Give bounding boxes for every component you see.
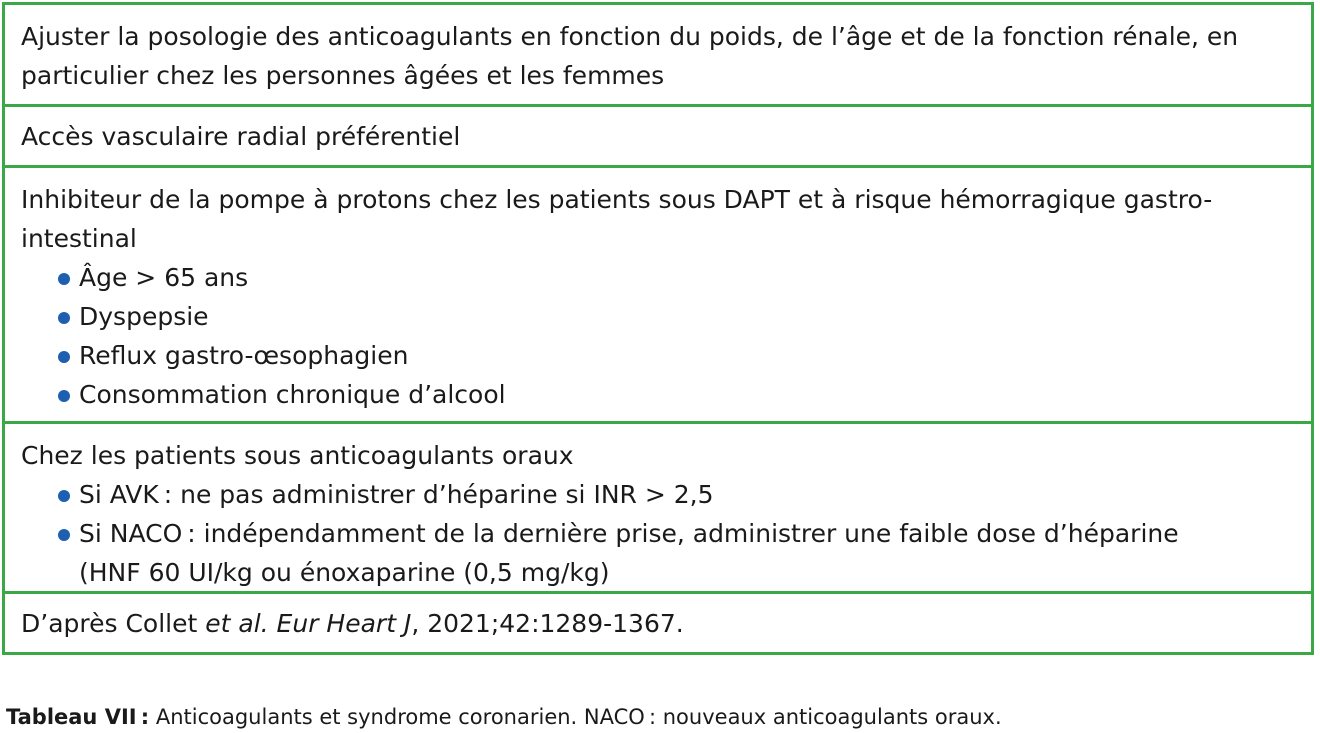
reference-pre: D’après Collet bbox=[21, 609, 206, 638]
caption-label: Tableau VII : bbox=[6, 705, 150, 729]
table-row bbox=[5, 421, 1311, 591]
list-item: Consommation chronique d’alcool bbox=[21, 375, 1297, 414]
list-item: Dyspepsie bbox=[21, 297, 1297, 336]
row-text: Chez les patients sous anticoagulants oraux bbox=[21, 441, 574, 470]
table-row bbox=[5, 5, 1311, 104]
reference-etal: et al. bbox=[205, 609, 269, 638]
list-item: Si NACO : indépendamment de la dernière prise, administrer une faible dose d’héparine bbox=[21, 514, 1297, 553]
table-caption bbox=[6, 703, 1002, 731]
table-row bbox=[5, 165, 1311, 421]
list-item: Âge > 65 ans bbox=[21, 258, 1297, 297]
recommendations-table bbox=[2, 2, 1314, 655]
reference-post: , 2021;42:1289-1367. bbox=[411, 609, 684, 638]
list-item: Reflux gastro-œsophagien bbox=[21, 336, 1297, 375]
list-item-continuation: (HNF 60 UI/kg ou énoxaparine (0,5 mg/kg) bbox=[79, 558, 610, 587]
table-row bbox=[5, 591, 1311, 652]
table-row bbox=[5, 104, 1311, 165]
reference-journal: Eur Heart J bbox=[276, 609, 412, 638]
row-text: Inhibiteur de la pompe à protons chez les patients sous DAPT et à risque hémorragique gastro-intestinal bbox=[21, 185, 1213, 253]
row-text: Accès vasculaire radial préférentiel bbox=[21, 122, 461, 151]
list-item: Si AVK : ne pas administrer d’héparine si INR > 2,5 bbox=[21, 475, 1297, 514]
caption-text: Anticoagulants et syndrome coronarien. NACO : nouveaux anticoagulants oraux. bbox=[149, 705, 1002, 729]
row-text: Ajuster la posologie des anticoagulants en fonction du poids, de l’âge et de la fonction rénale, en particulier chez les personnes âgées et les femmes bbox=[21, 22, 1239, 90]
